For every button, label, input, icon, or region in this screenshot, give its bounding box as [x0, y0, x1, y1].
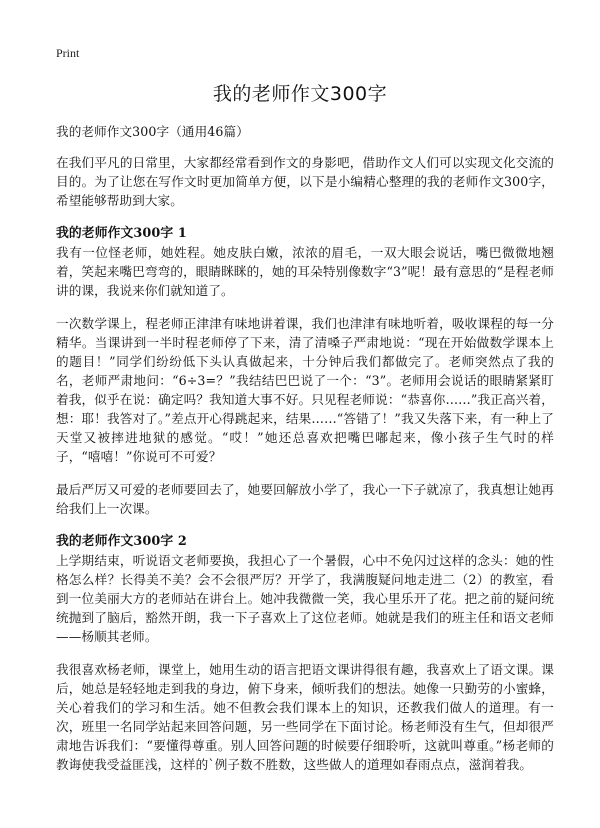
article-body: [56, 122, 554, 788]
intro-paragraph: 在我们平凡的日常里，大家都经常看到作文的身影吧，借助作文人们可以实现文化交流的目的。为了让您在写作文时更加简单方便，以下是小编精心整理的我的老师作文300字，希望能够帮助到大家。: [56, 155, 554, 208]
article-subtitle: 我的老师作文300字（通用46篇）: [56, 124, 249, 139]
section-heading: 我的老师作文300字 1: [56, 226, 187, 241]
paragraph: 上学期结束，听说语文老师要换，我担心了一个暑假，心中不免闪过这样的念头：她的性格怎么样？长得美不美？会不会很严厉？开学了，我满腹疑问地走进二（2）的教室，看到一位美丽大方的老师站在讲台上。她冲我微微一笑，我心里乐开了花。把之前的疑问统统抛到了脑后，豁然开朗，我一下子喜欢上了这位老师。她就是我们的班主任和语文老师——杨顺其老师。: [56, 553, 554, 644]
print-link[interactable]: Print: [56, 46, 80, 60]
paragraph: 一次数学课上，程老师正津津有味地讲着课，我们也津津有味地听着，吸收课程的每一分精华。当课讲到一半时程老师停了下来，清了清嗓子严肃地说：“现在开始做数学课本上的题目！”同学们纷纷低下头认真做起来，十分钟后我们都做完了。老师突然点了我的名，老师严肃地问：“6÷3=？”我结结巴巴说了一个：“3”。老师用会说话的眼睛紧紧盯着我，似乎在说：确定吗？我知道大事不好。只见程老师说：“恭喜你……”我正高兴着，想：耶！我答对了。”差点开心得跳起来，结果……“答错了！”我又失落下来，有一种上了天堂又被摔进地狱的感觉。“哎！”她还总喜欢把嘴巴嘟起来，像小孩子生气时的样子，“嘻嘻！”你说可不可爱？: [56, 316, 554, 464]
section-heading: 我的老师作文300字 2: [56, 534, 187, 549]
paragraph: 我有一位怪老师，她姓程。她皮肤白嫩，浓浓的眉毛，一双大眼会说话，嘴巴微微地翘着，笑起来嘴巴弯弯的，眼睛眯眯的，她的耳朵特别像数字“3”呢！最有意思的“是程老师讲的课，我说来你们就知道了。: [56, 245, 554, 298]
page-title: 我的老师作文300字: [212, 83, 388, 105]
essay-section-1: [56, 224, 554, 518]
essay-section-2: [56, 532, 554, 774]
paragraph: 我很喜欢杨老师，课堂上，她用生动的语言把语文课讲得很有趣，我喜欢上了语文课。课后，她总是轻轻地走到我的身边，俯下身来，倾听我们的想法。她像一只勤劳的小蜜蜂，关心着我们的学习和生活。她不但教会我们课本上的知识，还教我们做人的道理。有一次，班里一名同学站起来回答问题，另一些同学在下面讨论。杨老师没有生气，但却很严肃地告诉我们：“要懂得尊重。别人回答问题的时候要仔细聆听，这就叫尊重。”杨老师的教诲使我受益匪浅，这样的`例子数不胜数，这些做人的道理如春雨点点，滋润着我。: [56, 662, 554, 772]
paragraph: 最后严厉又可爱的老师要回去了，她要回解放小学了，我心一下子就凉了，我真想让她再给我们上一次课。: [56, 482, 554, 516]
